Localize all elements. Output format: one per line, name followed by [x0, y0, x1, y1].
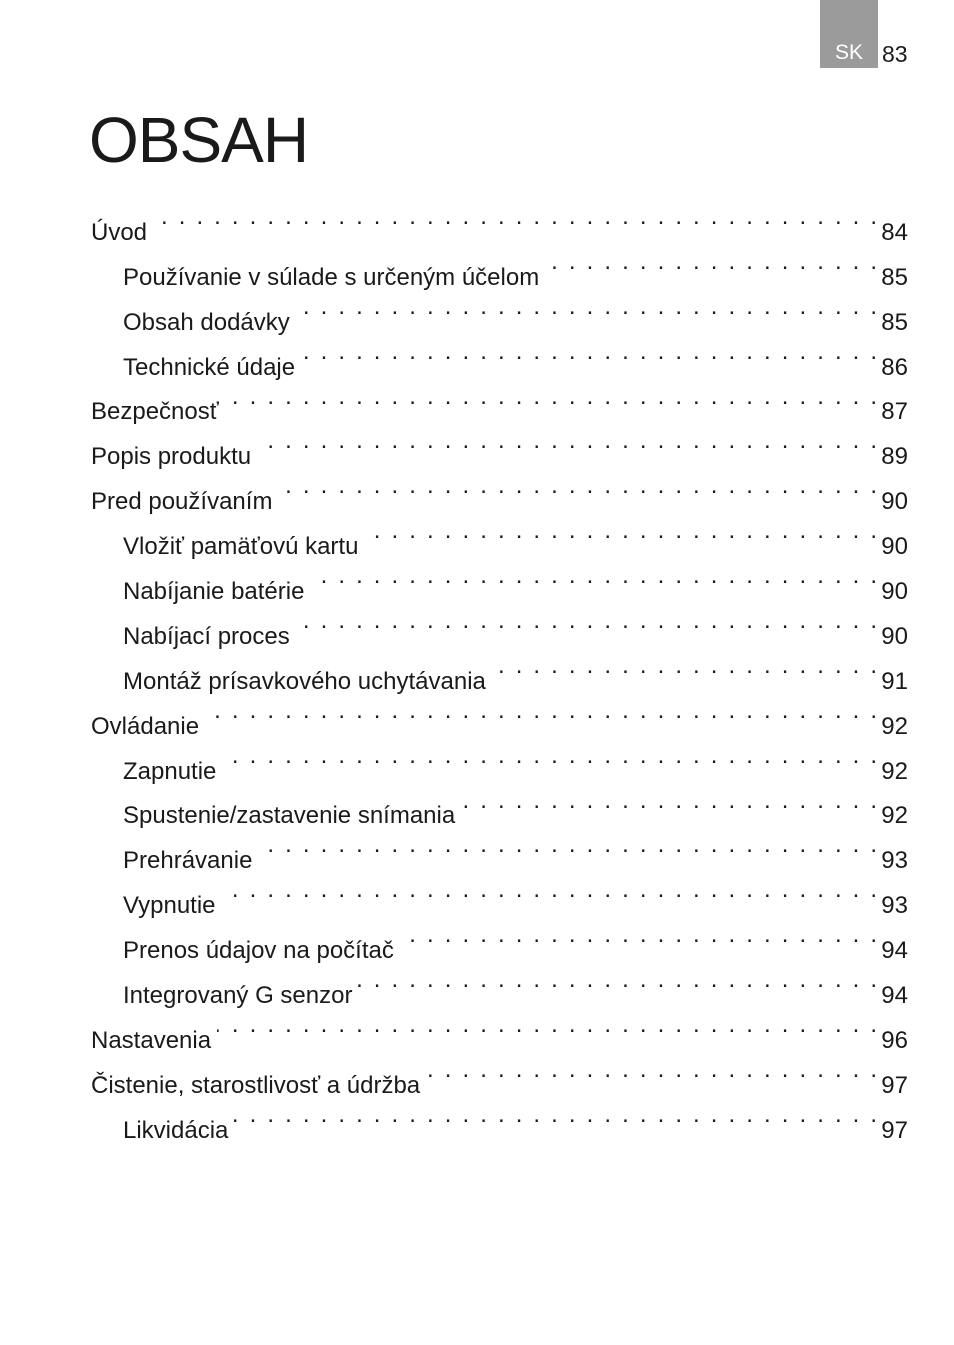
dot-leader	[426, 1048, 879, 1093]
toc-entry-page: 90	[881, 578, 908, 606]
toc-entry-page: 89	[881, 443, 908, 471]
toc-entry-page: 97	[881, 1071, 908, 1099]
toc-entry[interactable]	[91, 689, 908, 740]
dot-leader	[278, 464, 879, 509]
toc-entry[interactable]	[91, 240, 908, 291]
toc-entry-label: Montáž prísavkového uchytávania	[123, 667, 486, 695]
toc-entry-label: Vypnutie	[123, 892, 216, 920]
toc-entry-page: 92	[881, 757, 908, 785]
dot-leader	[258, 823, 879, 868]
toc-entry-page: 86	[881, 353, 908, 381]
dot-leader	[225, 375, 880, 420]
toc-entry-page: 96	[881, 1026, 908, 1054]
dot-leader	[400, 913, 879, 958]
toc-entry-page: 85	[881, 263, 908, 291]
toc-entry-page: 87	[881, 398, 908, 426]
dot-leader	[296, 599, 880, 644]
toc-entry-label: Popis produktu	[91, 443, 252, 471]
toc-entry-page: 91	[881, 667, 908, 695]
toc-entry-page: 93	[881, 847, 908, 875]
dot-leader	[492, 644, 879, 689]
toc-entry-page: 85	[881, 308, 908, 336]
dot-leader	[358, 958, 879, 1003]
toc-entry-label: Likvidácia	[123, 1116, 229, 1144]
toc-entry-page: 94	[881, 937, 908, 965]
toc-entry-label: Nabíjanie batérie	[123, 578, 305, 606]
toc-entry-page: 94	[881, 982, 908, 1010]
toc-entry-page: 92	[881, 712, 908, 740]
toc-entry-page: 93	[881, 892, 908, 920]
toc-entry-page: 84	[881, 218, 908, 246]
dot-leader	[296, 285, 880, 330]
page-title: OBSAH	[89, 104, 309, 176]
dot-leader	[222, 868, 880, 913]
dot-leader	[234, 1093, 879, 1138]
toc-entry[interactable]	[91, 734, 908, 785]
toc-entry-label: Pred používaním	[91, 488, 273, 516]
toc-entry-label: Nastavenia	[91, 1026, 212, 1054]
toc-entry[interactable]	[91, 195, 908, 246]
toc-entry-label: Zapnutie	[123, 757, 217, 785]
toc-entry-page: 92	[881, 802, 908, 830]
language-tab: SK	[820, 0, 878, 68]
toc-entry-label: Nabíjací proces	[123, 622, 290, 650]
toc-entry-label: Čistenie, starostlivosť a údržba	[91, 1071, 421, 1099]
toc-entry-label: Technické údaje	[123, 353, 296, 381]
dot-leader	[461, 779, 879, 824]
toc-entry-label: Obsah dodávky	[123, 308, 290, 336]
dot-leader	[364, 509, 879, 554]
toc-entry-label: Bezpečnosť	[91, 398, 219, 426]
dot-leader	[222, 734, 879, 779]
toc-entry-label: Prenos údajov na počítač	[123, 937, 394, 965]
dot-leader	[310, 554, 879, 599]
toc-entry-page: 97	[881, 1116, 908, 1144]
dot-leader	[153, 195, 879, 240]
toc-entry-label: Úvod	[91, 218, 148, 246]
toc-entry-page: 90	[881, 488, 908, 516]
dot-leader	[301, 330, 879, 375]
table-of-contents	[91, 195, 908, 1144]
dot-leader	[205, 689, 879, 734]
toc-entry-label: Vložiť pamäťovú kartu	[123, 533, 359, 561]
dot-leader	[257, 419, 879, 464]
toc-entry-page: 90	[881, 622, 908, 650]
toc-entry-label: Používanie v súlade s určeným účelom	[123, 263, 540, 291]
toc-entry-label: Ovládanie	[91, 712, 200, 740]
dot-leader	[545, 240, 879, 285]
page-number: 83	[882, 41, 908, 67]
toc-entry-label: Prehrávanie	[123, 847, 253, 875]
toc-entry-label: Integrovaný G senzor	[123, 982, 353, 1010]
toc-entry-page: 90	[881, 533, 908, 561]
toc-entry-label: Spustenie/zastavenie snímania	[123, 802, 456, 830]
dot-leader	[217, 1003, 879, 1048]
